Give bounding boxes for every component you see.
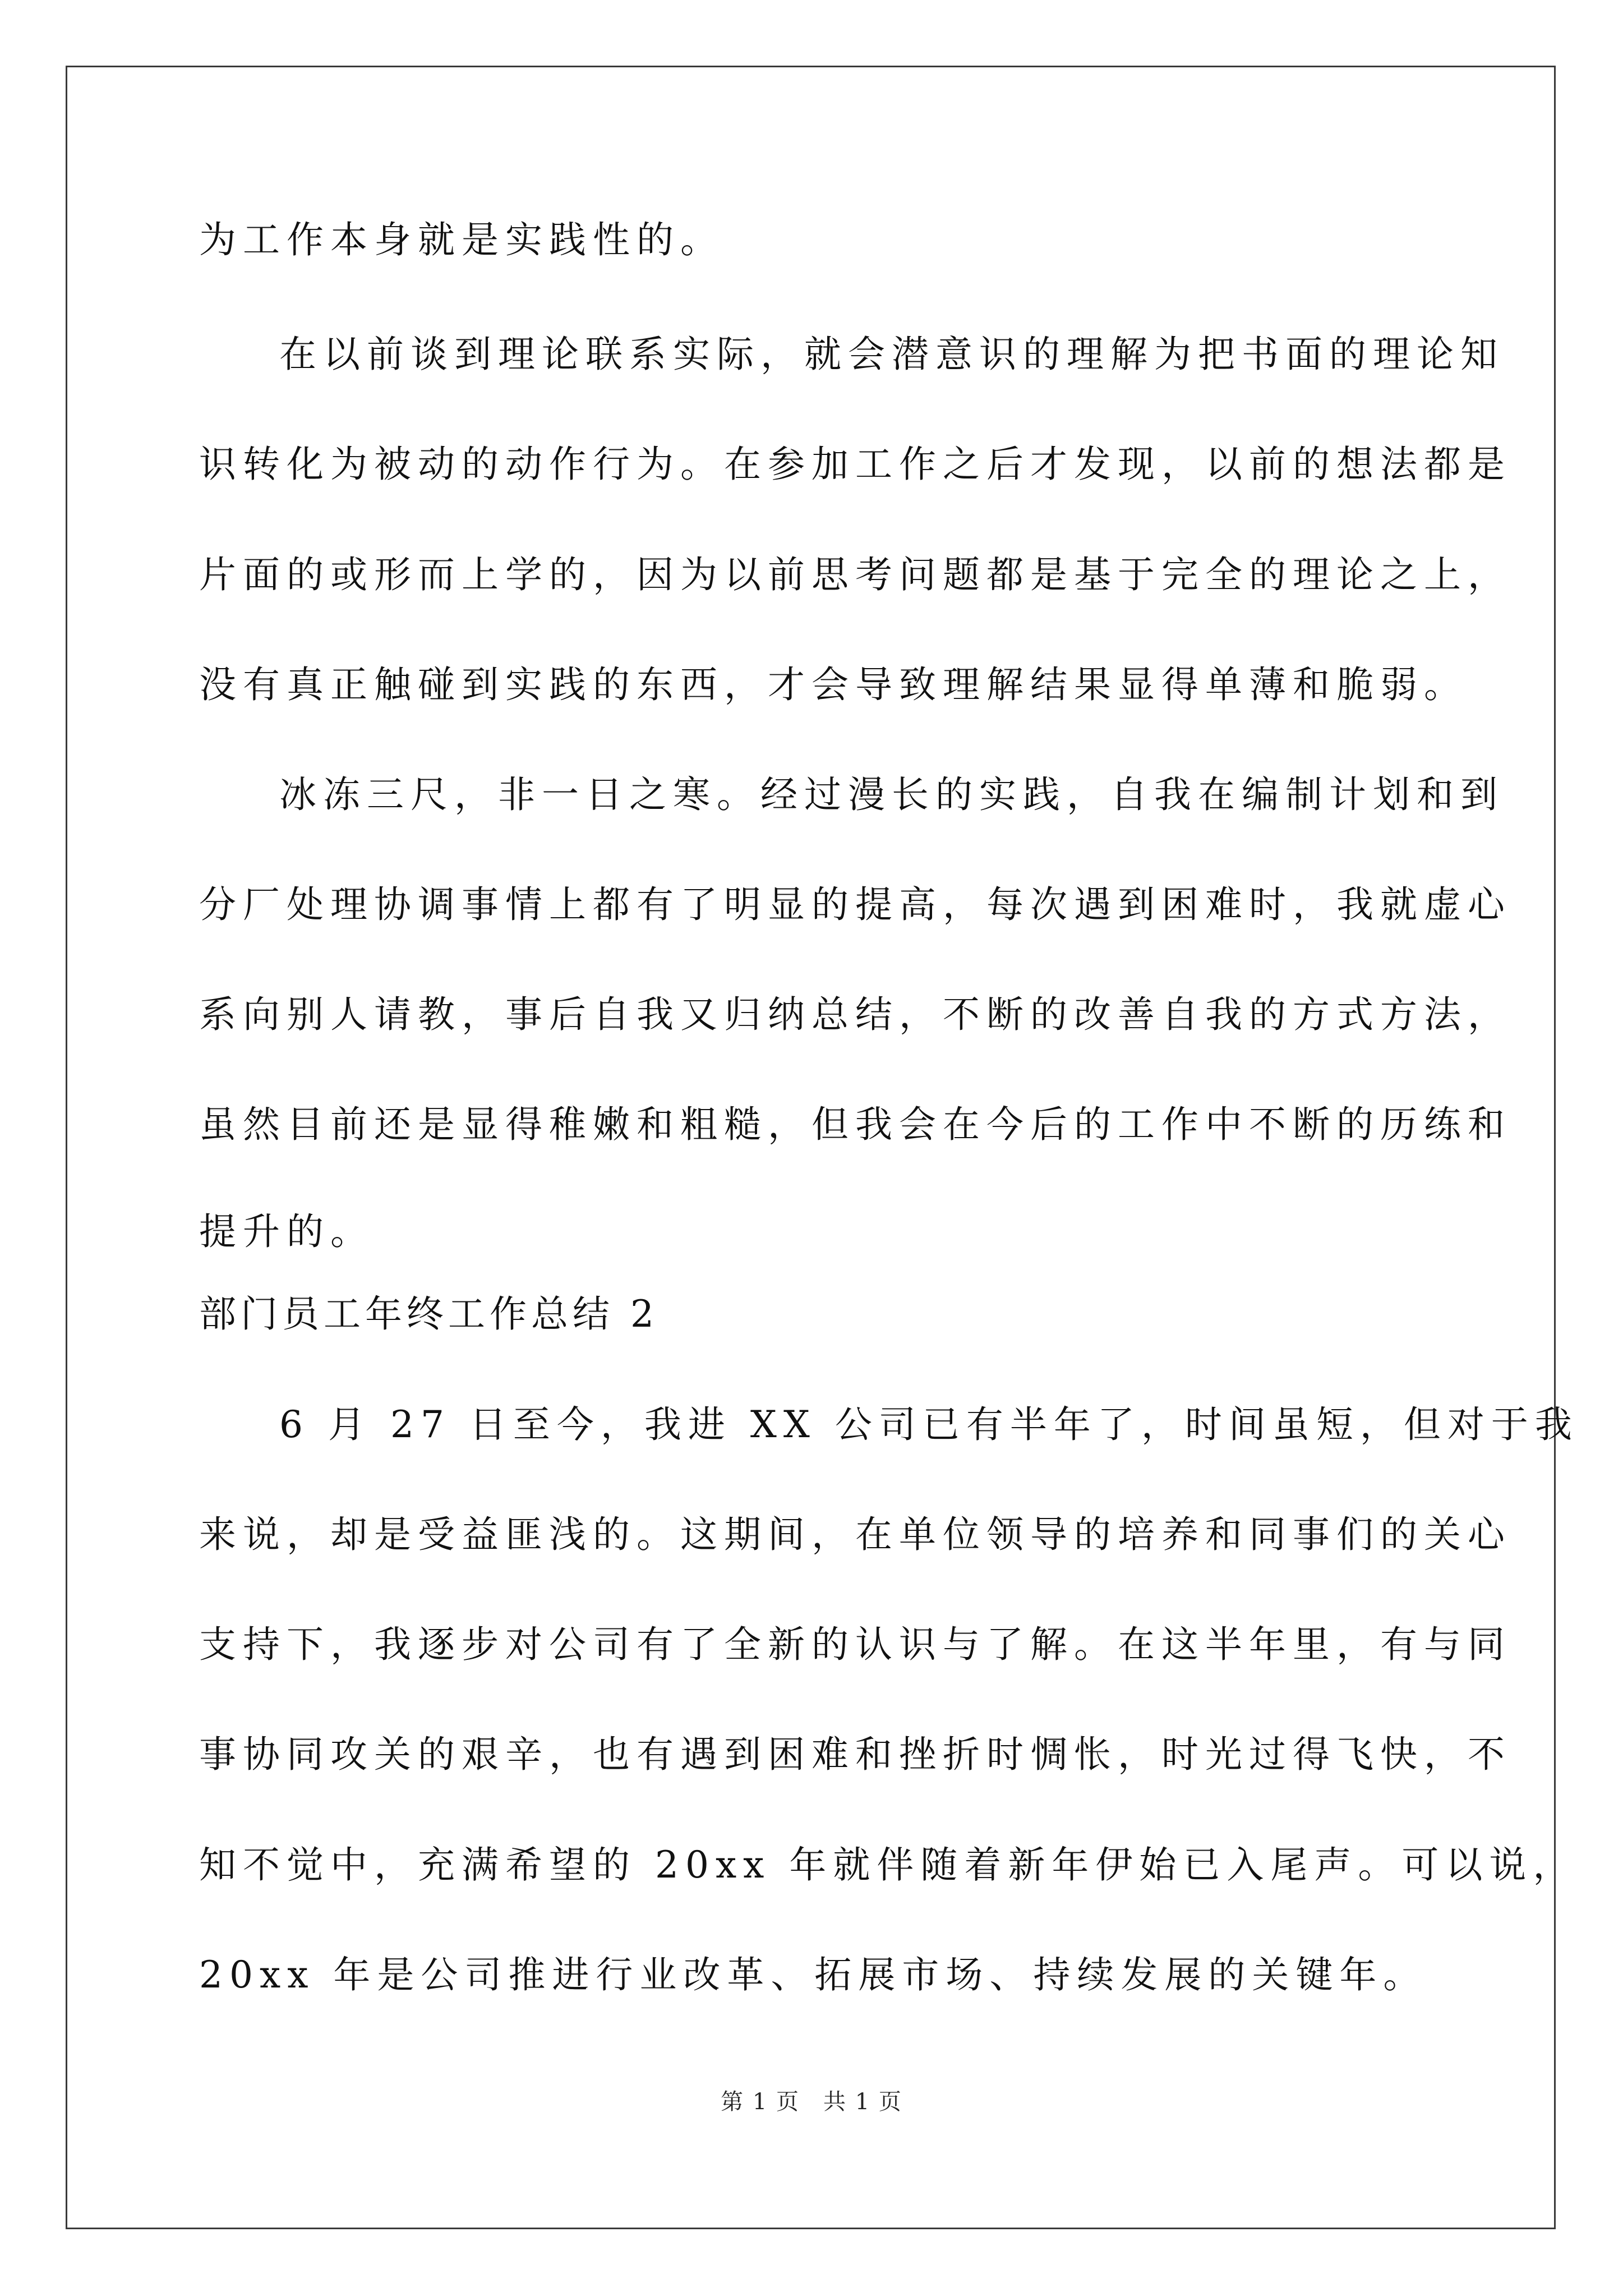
text-line: 事协同攻关的艰辛，也有遇到困难和挫折时惆怅，时光过得飞快，不 — [199, 1733, 1511, 1776]
section-heading: 部门员工年终工作总结 2 — [199, 1292, 658, 1336]
page-number-footer: 第 1 页 共 1 页 — [721, 2089, 902, 2115]
text-line: 识转化为被动的动作行为。在参加工作之后才发现，以前的想法都是 — [199, 443, 1511, 486]
text-line: 提升的。 — [199, 1210, 374, 1253]
paragraph-first-line: 在以前谈到理论联系实际，就会潜意识的理解为把书面的理论知 — [279, 333, 1504, 376]
text-line: 支持下，我逐步对公司有了全新的认识与了解。在这半年里，有与同 — [199, 1623, 1511, 1666]
text-line: 来说，却是受益匪浅的。这期间，在单位领导的培养和同事们的关心 — [199, 1513, 1511, 1556]
text-line: 20xx 年是公司推进行业改革、拓展市场、持续发展的关键年。 — [199, 1953, 1427, 1996]
text-line: 虽然目前还是显得稚嫩和粗糙，但我会在今后的工作中不断的历练和 — [199, 1103, 1511, 1146]
text-line: 知不觉中，充满希望的 20xx 年就伴随着新年伊始已入尾声。可以说， — [199, 1843, 1577, 1887]
text-line: 系向别人请教，事后自我又归纳总结，不断的改善自我的方式方法， — [199, 993, 1511, 1036]
text-line: 分厂处理协调事情上都有了明显的提高，每次遇到困难时，我就虚心 — [199, 883, 1511, 926]
text-line: 片面的或形而上学的，因为以前思考问题都是基于完全的理论之上， — [199, 553, 1511, 596]
paragraph-first-line: 冰冻三尺，非一日之寒。经过漫长的实践，自我在编制计划和到 — [279, 773, 1504, 816]
text-line: 没有真正触碰到实践的东西，才会导致理解结果显得单薄和脆弱。 — [199, 663, 1468, 706]
paragraph-first-line: 6 月 27 日至今，我进 XX 公司已有半年了，时间虽短，但对于我 — [279, 1403, 1579, 1446]
page-border — [66, 66, 1556, 2229]
text-line: 为工作本身就是实践性的。 — [199, 218, 724, 261]
